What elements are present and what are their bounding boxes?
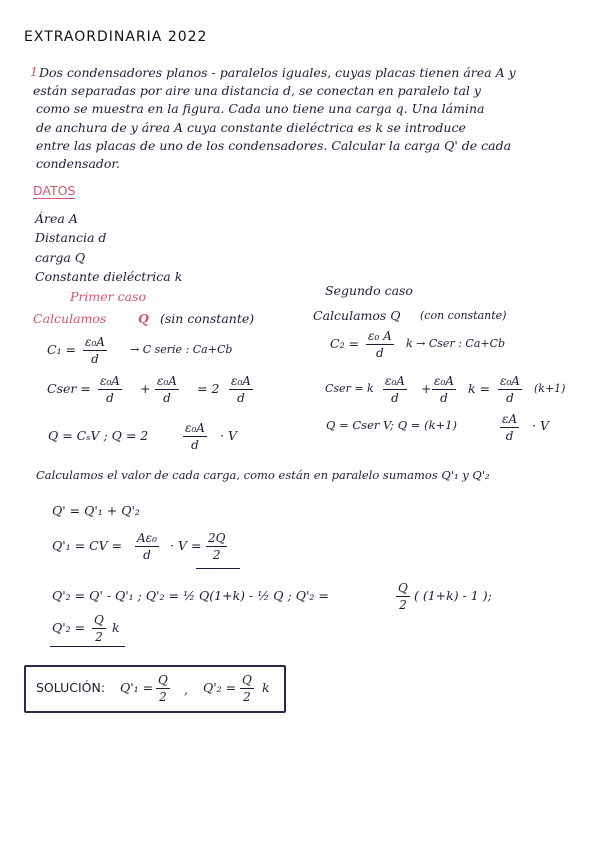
- frac-num: ε₀A: [157, 374, 177, 388]
- problem-line: entre las placas de uno de los condensadores. Calcular la carga Q' de cada: [36, 138, 512, 153]
- cser1-frac-b: [155, 375, 179, 404]
- c1-den: d: [91, 352, 99, 366]
- frac-num: Q: [242, 673, 252, 687]
- datos-item: carga Q: [35, 250, 86, 265]
- page-title: EXTRAORDINARIA 2022: [24, 29, 208, 45]
- eq-two: = 2: [197, 381, 220, 396]
- solution-q2-frac: [240, 674, 254, 703]
- frac-num: ε₀A: [185, 421, 205, 435]
- problem-number: 1: [30, 64, 38, 79]
- c2-fraction: [366, 330, 394, 359]
- case2-title: Segundo caso: [325, 283, 413, 298]
- frac-num: ε₀A: [500, 374, 520, 388]
- result-underline: [196, 568, 240, 569]
- cser2-frac-a: [383, 375, 407, 404]
- calc-eq4-frac: [92, 614, 106, 643]
- frac-num: Q: [158, 673, 168, 687]
- eq4-underline: [50, 646, 125, 647]
- frac-den: d: [391, 391, 399, 405]
- q2-frac: [500, 413, 519, 442]
- calc-eq2-mid: · V =: [170, 538, 202, 553]
- solution-q1-frac: [156, 674, 170, 703]
- frac-den: d: [163, 391, 171, 405]
- cser1-frac-c: [229, 375, 253, 404]
- cser2-tail: (k+1): [534, 382, 566, 395]
- calc-eq4-lhs: Q'₂ =: [52, 620, 86, 635]
- frac-num: Q: [398, 581, 408, 595]
- c1-num: ε₀A: [85, 335, 105, 349]
- q1-line: Q = CₛV ; Q = 2: [48, 428, 149, 443]
- frac-num: Aε₀: [137, 531, 157, 545]
- cser2-lhs: Cser = k: [325, 382, 374, 395]
- datos-item: Distancia d: [35, 230, 107, 245]
- frac-num: ε₀A: [434, 374, 454, 388]
- problem-line: de anchura de y área A cuya constante dieléctrica es k se introduce: [36, 120, 466, 135]
- frac-num: Q: [94, 613, 104, 627]
- c2-rest: k → Cser : Ca+Cb: [406, 337, 506, 350]
- c2-lhs: C₂ =: [330, 336, 360, 351]
- frac-den: d: [106, 391, 114, 405]
- datos-item: Área A: [35, 211, 78, 226]
- frac-den: 2: [243, 690, 251, 704]
- frac-num: 2Q: [208, 531, 226, 545]
- case1-subtitle: Calculamos: [33, 311, 107, 326]
- solution-q2-lhs: Q'₂ =: [203, 680, 237, 695]
- cser2-result: [498, 375, 522, 404]
- case2-qnote: (con constante): [420, 309, 507, 322]
- plus-sign: +: [421, 381, 432, 396]
- calc-eq3-tail: ( (1+k) - 1 );: [414, 588, 492, 603]
- problem-line: como se muestra en la figura. Cada uno tiene una carga q. Una lámina: [36, 101, 485, 116]
- frac-den: d: [143, 548, 151, 562]
- calc-eq3-frac: [396, 582, 410, 611]
- calc-eq2-result: [206, 532, 227, 561]
- problem-line: condensador.: [36, 156, 120, 171]
- problem-line: están separadas por aire una distancia d, se conectan en paralelo tal y: [33, 83, 481, 98]
- cser1-frac-a: [98, 375, 122, 404]
- calc-eq1: Q' = Q'₁ + Q'₂: [52, 503, 140, 518]
- calc-eq2-frac: [135, 532, 159, 561]
- solution-q1-lhs: Q'₁ =: [120, 680, 154, 695]
- frac-den: d: [506, 391, 514, 405]
- plus-sign: +: [140, 381, 151, 396]
- q2-line: Q = Cser V; Q = (k+1): [326, 418, 457, 432]
- frac-num: ε₀ A: [368, 329, 392, 343]
- cser2-k: k =: [468, 381, 491, 396]
- c1-fraction: [83, 336, 107, 365]
- frac-den: 2: [212, 548, 221, 562]
- frac-den: 2: [159, 690, 167, 704]
- c1-rest: → C serie : Ca+Cb: [130, 343, 233, 356]
- case1-title: Primer caso: [70, 289, 146, 304]
- frac-den: d: [376, 346, 384, 360]
- q2-tail: · V: [532, 418, 549, 433]
- solution-label: SOLUCIÓN:: [36, 680, 106, 695]
- problem-line: Dos condensadores planos - paralelos iguales, cuyas placas tienen área A y: [39, 65, 516, 80]
- frac-den: 2: [399, 598, 407, 612]
- frac-den: d: [505, 429, 514, 443]
- c1-lhs: C₁ =: [47, 342, 77, 357]
- q1-frac: [183, 422, 207, 451]
- frac-num: εA: [502, 412, 518, 426]
- calc-eq2-lhs: Q'₁ = CV =: [52, 538, 123, 553]
- datos-heading: DATOS: [33, 183, 76, 198]
- cser1-lhs: Cser =: [47, 381, 91, 396]
- solution-sep: ,: [184, 682, 188, 697]
- calc-eq4-tail: k: [112, 620, 120, 635]
- frac-den: 2: [95, 630, 103, 644]
- q1-tail: · V: [220, 428, 237, 443]
- frac-num: ε₀A: [385, 374, 405, 388]
- frac-num: ε₀A: [100, 374, 120, 388]
- frac-den: d: [191, 438, 199, 452]
- calc-eq3: Q'₂ = Q' - Q'₁ ; Q'₂ = ½ Q(1+k) - ½ Q ; Q'₂ =: [52, 588, 329, 603]
- frac-num: ε₀A: [231, 374, 251, 388]
- case1-q: Q: [138, 311, 149, 326]
- frac-den: d: [440, 391, 448, 405]
- case1-qnote: (sin constante): [160, 311, 255, 326]
- solution-q2-tail: k: [262, 680, 270, 695]
- cser2-frac-b: [432, 375, 456, 404]
- datos-item: Constante dieléctrica k: [35, 269, 183, 284]
- frac-den: d: [237, 391, 245, 405]
- calc-intro: Calculamos el valor de cada carga, como están en paralelo sumamos Q'₁ y Q'₂: [36, 468, 490, 482]
- case2-subtitle: Calculamos Q: [313, 308, 401, 323]
